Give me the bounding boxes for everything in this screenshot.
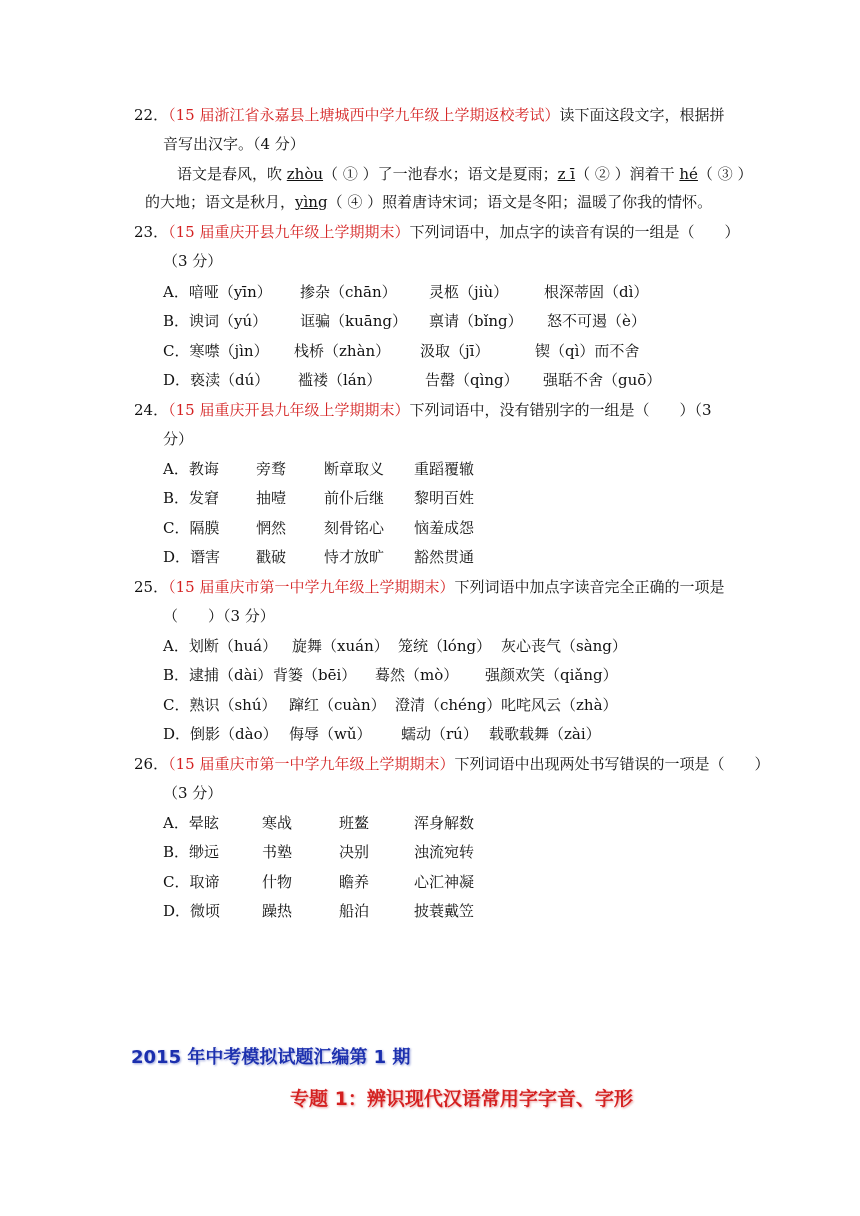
q22-stem: 读下面这段文字，根据拼 <box>559 106 725 124</box>
option-item: 重蹈覆辙 <box>414 460 475 478</box>
option-item: C．熟识（shú） <box>163 696 277 714</box>
option-item: D．亵渎（dú） <box>163 371 270 389</box>
banner-title: 2015 年中考模拟试题汇编第 1 期 <box>131 1047 411 1068</box>
option-item: A．划断（huá） <box>163 637 278 655</box>
option-item: 载歌载舞（zài） <box>489 725 601 743</box>
q22-number: 22． <box>134 106 169 124</box>
option-item: 叱咤风云（zhà） <box>501 696 618 714</box>
option-item: 澄清（chéng） <box>395 696 502 714</box>
option-item: 锲（qì）而不舍 <box>535 342 640 360</box>
option-item: 豁然贯通 <box>414 548 475 566</box>
option-item: 褴褛（lán） <box>298 371 382 389</box>
q22-stem-cont: 音写出汉字。（4 分） <box>163 135 305 153</box>
option-item: 强聒不舍（guō） <box>543 371 662 389</box>
option-item: C．隔膜 <box>163 519 220 537</box>
option-item: B．缈远 <box>163 843 220 861</box>
option-item: 背篓（bēi） <box>273 666 357 684</box>
option-item: 汲取（jī） <box>420 342 490 360</box>
option-item: A．晕眩 <box>163 814 219 832</box>
option-item: 寒战 <box>262 814 293 832</box>
option-item: 刻骨铭心 <box>324 519 385 537</box>
q22-text: （ ③ ） <box>697 165 753 183</box>
q26-source: （15 届重庆市第一中学九年级上学期期末） <box>168 755 455 773</box>
option-item: 蹿红（cuàn） <box>289 696 386 714</box>
q25-number: 25． <box>134 578 169 596</box>
q22-text: 的大地；语文是秋月， <box>145 193 296 211</box>
q22-text: （ ② ）润着干 <box>575 165 680 183</box>
option-item: 强颜欢笑（qiǎng） <box>485 666 618 684</box>
option-item: C．取谛 <box>163 873 220 891</box>
q22-text: 语文是春风，吹 <box>177 165 287 183</box>
q22-source: （15 届浙江省永嘉县上塘城西中学九年级上学期返校考试） <box>168 106 560 124</box>
option-item: 怒不可遏（è） <box>547 312 646 330</box>
option-item: 旋舞（xuán） <box>292 637 389 655</box>
question-23 <box>134 222 739 242</box>
question-25 <box>134 577 724 597</box>
option-item: 前仆后继 <box>324 489 385 507</box>
pinyin-zi: z ī <box>557 165 576 183</box>
q24-stem: 下列词语中，没有错别字的一组是（ ）（3 <box>409 401 712 419</box>
option-item: 灰心丧气（sàng） <box>501 637 627 655</box>
option-item: 禀请（bǐng） <box>429 312 523 330</box>
q23-number: 23． <box>134 223 169 241</box>
option-item: 蠕动（rú） <box>401 725 478 743</box>
option-item: 抽噎 <box>256 489 287 507</box>
q24-score: 分） <box>163 430 194 448</box>
option-item: D．谮害 <box>163 548 221 566</box>
option-item: 披蓑戴笠 <box>414 902 475 920</box>
option-item: 心汇神凝 <box>414 873 475 891</box>
q25-source: （15 届重庆市第一中学九年级上学期期末） <box>168 578 455 596</box>
q22-passage-line1 <box>177 164 752 184</box>
option-item: 什物 <box>262 873 293 891</box>
option-item: D．微顷 <box>163 902 221 920</box>
option-item: 恃才放旷 <box>324 548 385 566</box>
option-item: 决别 <box>339 843 370 861</box>
q22-passage-line2 <box>145 192 712 212</box>
option-item: A．教诲 <box>163 460 219 478</box>
q24-source: （15 届重庆开县九年级上学期期末） <box>168 401 410 419</box>
option-item: 灵柩（jiù） <box>429 283 509 301</box>
option-item: 躁热 <box>262 902 293 920</box>
option-item: 戳破 <box>256 548 287 566</box>
option-item: 栈桥（zhàn） <box>294 342 391 360</box>
option-item: 蓦然（mò） <box>375 666 459 684</box>
q25-score: （ ）（3 分） <box>163 607 275 625</box>
option-item: 侮辱（wǔ） <box>289 725 372 743</box>
banner-subtitle: 专题 1：辨识现代汉语常用字字音、字形 <box>290 1088 633 1110</box>
option-item: B．谀词（yú） <box>163 312 268 330</box>
option-item: 瞻养 <box>339 873 370 891</box>
option-item: 告罄（qìng） <box>425 371 519 389</box>
option-item: 浑身解数 <box>414 814 475 832</box>
pinyin-he: hé <box>679 165 698 183</box>
q22-text: （ ④ ）照着唐诗宋词；语文是冬阳；温暖了你我的情怀。 <box>327 193 713 211</box>
option-item: D．倒影（dào） <box>163 725 278 743</box>
q23-source: （15 届重庆开县九年级上学期期末） <box>168 223 410 241</box>
option-item: 诓骗（kuāng） <box>300 312 407 330</box>
q26-number: 26． <box>134 755 169 773</box>
option-item: 断章取义 <box>324 460 385 478</box>
option-item: C．寒噤（jìn） <box>163 342 269 360</box>
option-item: 班鳌 <box>339 814 370 832</box>
q23-stem: 下列词语中，加点字的读音有误的一组是（ ） <box>409 223 740 241</box>
option-item: A．喑哑（yīn） <box>163 283 272 301</box>
option-item: 惘然 <box>256 519 287 537</box>
option-item: 船泊 <box>339 902 370 920</box>
option-item: 根深蒂固（dì） <box>544 283 649 301</box>
q26-score: （3 分） <box>163 784 223 802</box>
question-22-line1 <box>134 105 724 125</box>
q22-text: （ ① ）了一池春水；语文是夏雨； <box>323 165 558 183</box>
pinyin-zhou: zhòu <box>286 165 324 183</box>
q26-stem: 下列词语中出现两处书写错误的一项是（ ） <box>454 755 770 773</box>
q24-number: 24． <box>134 401 169 419</box>
option-item: 恼羞成怨 <box>414 519 475 537</box>
option-item: 书塾 <box>262 843 293 861</box>
question-24 <box>134 400 712 420</box>
option-item: B．逮捕（dài） <box>163 666 273 684</box>
option-item: 黎明百姓 <box>414 489 475 507</box>
option-item: 浊流宛转 <box>414 843 475 861</box>
option-item: B．发窘 <box>163 489 220 507</box>
option-item: 掺杂（chān） <box>300 283 397 301</box>
question-26 <box>134 754 769 774</box>
q23-score: （3 分） <box>163 252 223 270</box>
q25-stem: 下列词语中加点字读音完全正确的一项是 <box>454 578 725 596</box>
pinyin-ying: yìng <box>295 193 328 211</box>
option-item: 旁骛 <box>256 460 287 478</box>
option-item: 笼统（lóng） <box>398 637 492 655</box>
